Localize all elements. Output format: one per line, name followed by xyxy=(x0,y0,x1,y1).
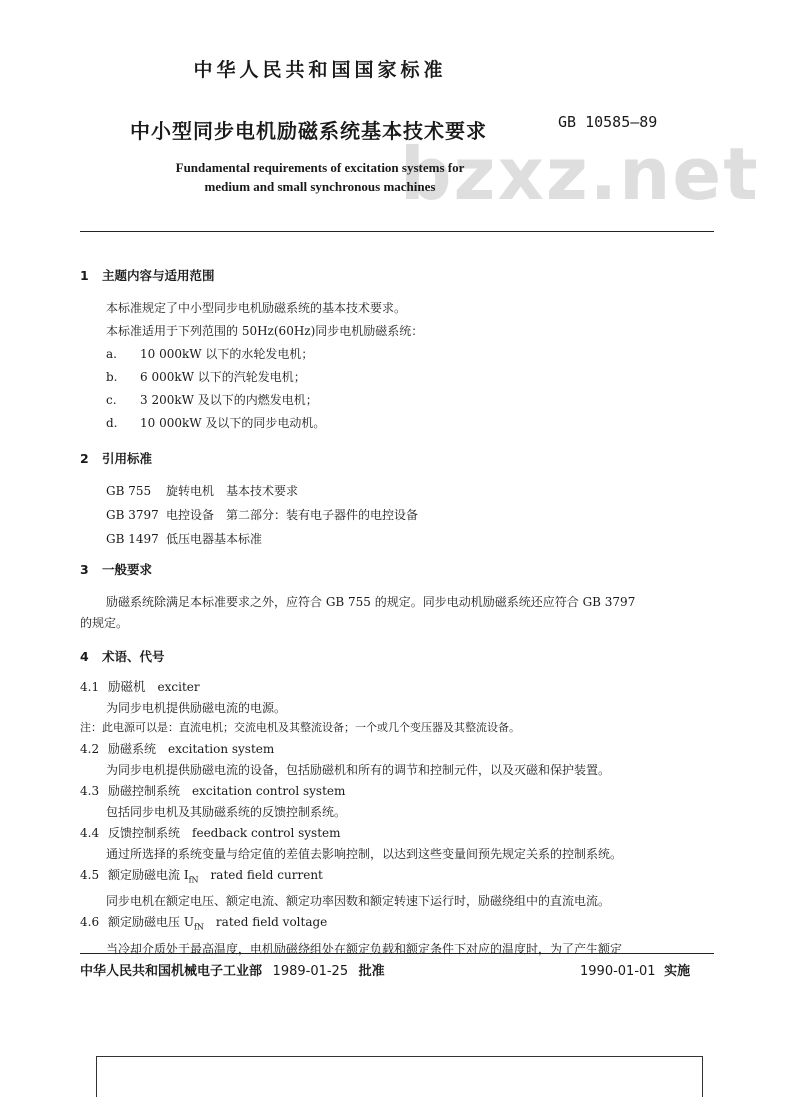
reference-title: 低压电器基本标准 xyxy=(166,532,263,546)
reference-title: 旋转电机 基本技术要求 xyxy=(166,484,299,498)
list-label: d. xyxy=(106,416,118,430)
term-entry xyxy=(80,914,714,956)
document-title-en xyxy=(0,158,640,196)
paragraph: 励磁系统除满足本标准要求之外，应符合 GB 755 的规定。同步电动机励磁系统还应符合 GB 3797 xyxy=(106,595,636,609)
list-text: 3 200kW 及以下的内燃发电机； xyxy=(140,393,318,407)
list-item xyxy=(80,346,714,362)
term-cn: 励磁系统 xyxy=(108,742,157,756)
term-cn: 反馈控制系统 xyxy=(108,826,181,840)
term-heading xyxy=(80,867,714,888)
term-number: 4.2 xyxy=(80,742,100,756)
term-number: 4.1 xyxy=(80,680,100,694)
list-text: 10 000kW 以下的水轮发电机； xyxy=(140,347,314,361)
term-entry xyxy=(80,867,714,909)
title-en-line2: medium and small synchronous machines xyxy=(204,179,436,194)
reference-item xyxy=(80,531,714,547)
section-number: 1 xyxy=(80,268,89,283)
document-title-cn: 中小型同步电机励磁系统基本技术要求 xyxy=(130,119,487,143)
term-en: rated field voltage xyxy=(215,915,328,930)
term-entry xyxy=(80,741,714,778)
header-rule xyxy=(80,231,714,232)
term-number: 4.3 xyxy=(80,784,100,798)
section-1-heading xyxy=(80,268,714,284)
section-number: 3 xyxy=(80,562,89,577)
reference-item xyxy=(80,507,714,523)
reference-code: GB 3797 xyxy=(106,508,159,522)
reference-code: GB 1497 xyxy=(106,532,159,546)
scope-list xyxy=(80,346,714,431)
term-cn: 额定励磁电流 I xyxy=(108,868,189,882)
term-number: 4.6 xyxy=(80,915,100,930)
list-text: 6 000kW 以下的汽轮发电机； xyxy=(140,370,306,384)
list-item xyxy=(80,392,714,408)
term-note: 注：此电源可以是：直流电机；交流电机及其整流设备；一个或几个变压器及其整流设备。 xyxy=(80,721,520,734)
section-2-heading xyxy=(80,451,714,467)
term-definition: 通过所选择的系统变量与给定值的差值去影响控制，以达到这些变量间预先规定关系的控制系统。 xyxy=(106,847,623,861)
term-en: excitation system xyxy=(168,742,275,756)
list-text: 10 000kW 及以下的同步电动机。 xyxy=(140,416,326,430)
term-heading xyxy=(80,679,714,695)
issuing-ministry: 中华人民共和国机械电子工业部 xyxy=(80,964,263,979)
footer-rule xyxy=(80,953,714,954)
implementation-line xyxy=(580,960,690,979)
list-label: c. xyxy=(106,393,117,407)
term-heading xyxy=(80,914,714,935)
paragraph-continuation: 的规定。 xyxy=(80,616,129,630)
section-number: 2 xyxy=(80,451,89,466)
term-entry xyxy=(80,679,714,736)
section-title: 术语、代号 xyxy=(102,649,165,664)
term-subscript: fN xyxy=(188,875,199,885)
section-4-heading xyxy=(80,649,714,665)
section-title: 一般要求 xyxy=(102,562,153,577)
term-en: rated field current xyxy=(210,868,323,882)
section-number: 4 xyxy=(80,649,89,664)
term-definition: 同步电机在额定电压、额定电流、额定功率因数和额定转速下运行时，励磁绕组中的直流电流。 xyxy=(106,894,611,909)
section-title: 主题内容与适用范围 xyxy=(102,268,215,283)
term-en: exciter xyxy=(157,680,200,694)
list-item xyxy=(80,415,714,431)
reference-code: GB 755 xyxy=(106,484,152,498)
paragraph: 本标准规定了中小型同步电机励磁系统的基本技术要求。 xyxy=(106,301,407,315)
term-cn: 励磁机 xyxy=(108,679,146,694)
term-definition: 为同步电机提供励磁电流的设备，包括励磁机和所有的调节和控制元件，以及灭磁和保护装置。 xyxy=(106,763,611,777)
paragraph: 本标准适用于下列范围的 50Hz(60Hz)同步电机励磁系统： xyxy=(106,324,424,338)
list-item xyxy=(80,369,714,385)
list-label: b. xyxy=(106,370,118,384)
title-en-line1: Fundamental requirements of excitation systems for xyxy=(175,160,465,175)
term-subscript: fN xyxy=(193,922,204,932)
term-entry xyxy=(80,825,714,862)
document-body xyxy=(80,268,714,957)
term-en: excitation control system xyxy=(192,784,346,798)
approval-line xyxy=(80,960,385,979)
issuing-authority: 中华人民共和国国家标准 xyxy=(193,59,447,81)
term-cn: 额定励磁电压 U xyxy=(108,915,194,930)
watermark: bzxz.net xyxy=(400,132,760,216)
standard-number: GB 10585—89 xyxy=(558,113,658,131)
implementation-word: 实施 xyxy=(664,964,691,979)
term-heading xyxy=(80,741,714,757)
term-heading xyxy=(80,783,714,799)
reference-title: 电控设备 第二部分：装有电子器件的电控设备 xyxy=(166,508,419,522)
section-title: 引用标准 xyxy=(102,451,153,466)
term-en: feedback control system xyxy=(192,826,341,840)
implementation-date: 1990-01-01 xyxy=(580,964,656,979)
term-definition: 包括同步电机及其励磁系统的反馈控制系统。 xyxy=(106,805,347,819)
term-definition: 为同步电机提供励磁电流的电源。 xyxy=(106,701,287,715)
term-number: 4.4 xyxy=(80,826,100,840)
term-cn: 励磁控制系统 xyxy=(108,784,181,798)
term-definition: 当冷却介质处于最高温度，电机励磁绕组处在额定负载和额定条件下对应的温度时，为了产生额定 xyxy=(106,941,623,956)
approval-date: 1989-01-25 xyxy=(272,964,349,979)
section-3-heading xyxy=(80,562,714,578)
term-number: 4.5 xyxy=(80,868,100,882)
term-heading xyxy=(80,825,714,841)
approval-word: 批准 xyxy=(358,964,385,979)
list-label: a. xyxy=(106,347,117,361)
term-entry xyxy=(80,783,714,820)
reference-list xyxy=(80,483,714,547)
reference-item xyxy=(80,483,714,499)
